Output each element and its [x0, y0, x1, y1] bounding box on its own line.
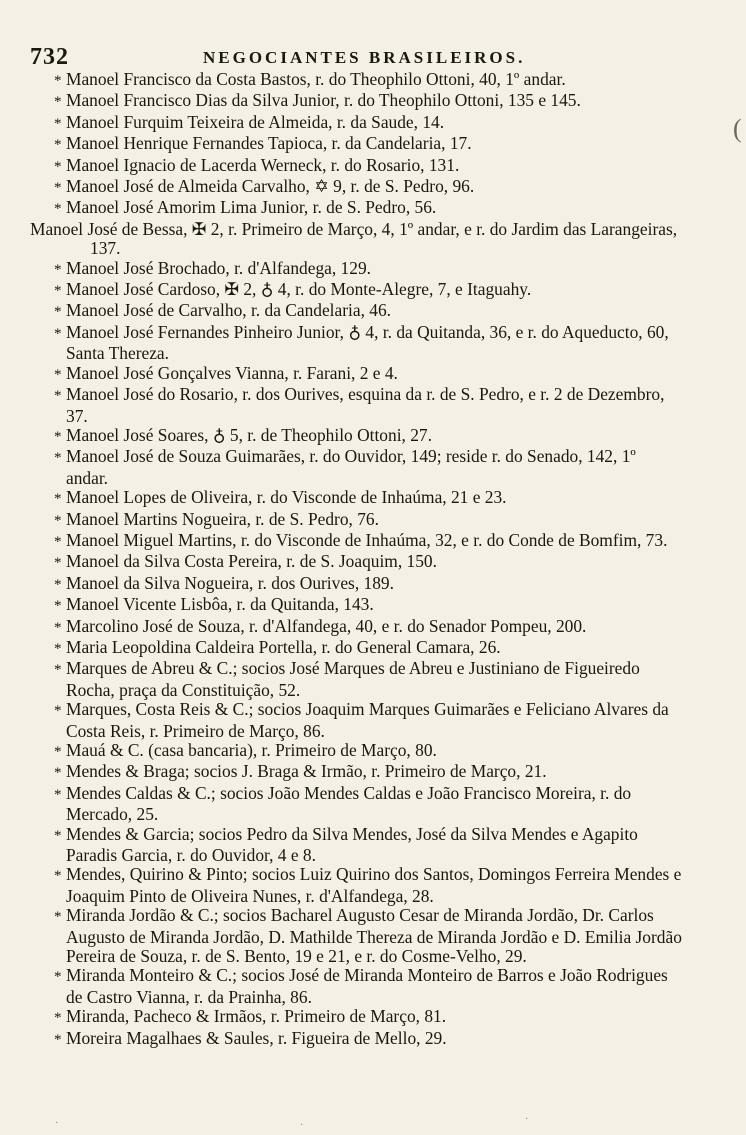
running-title: NEGOCIANTES BRASILEIROS. [203, 48, 526, 67]
directory-entry [30, 700, 682, 741]
directory-entry [30, 617, 682, 638]
asterisk-mark: * [54, 640, 62, 657]
asterisk-mark: * [54, 450, 62, 467]
asterisk-mark: * [54, 137, 62, 154]
entry-text: Manoel Francisco Dias da Silva Junior, r. do Theophilo Ottoni, 135 e 145. [66, 90, 581, 111]
entry-text: Manoel da Silva Costa Pereira, r. de S. Joaquim, 150. [66, 551, 437, 572]
entry-text: Miranda Jordão & C.; socios Bacharel Augusto Cesar de Miranda Jordão, Dr. Carlos Augusto de Miranda Jordão, D. Mathilde Thereza de Miranda Jordão e D. Emilia Jordão Pereira de Souza, r. de S. Bento, 19 e 21, e r. do Cosme-Velho, 29. [66, 905, 682, 967]
directory-entry [30, 70, 682, 91]
directory-entry [30, 323, 682, 364]
entry-text: Manoel Ignacio de Lacerda Werneck, r. do Rosario, 131. [66, 154, 460, 175]
asterisk-mark: * [54, 201, 62, 218]
directory-entry [30, 906, 682, 966]
asterisk-mark: * [54, 576, 62, 593]
entry-text: Manoel José de Almeida Carvalho, ✡ 9, r. de S. Pedro, 96. [66, 176, 475, 197]
entry-text: Mendes & Garcia; socios Pedro da Silva Mendes, José da Silva Mendes e Agapito Paradis Garcia, r. do Ouvidor, 4 e 8. [66, 823, 638, 866]
asterisk-mark: * [54, 786, 62, 803]
directory-entry [30, 574, 682, 595]
directory-entry [30, 220, 682, 259]
asterisk-mark: * [54, 827, 62, 844]
entry-text: Mendes, Quirino & Pinto; socios Luiz Quirino dos Santos, Domingos Ferreira Mendes e Joaquim Pinto de Oliveira Nunes, r. d'Alfandega, 28. [66, 864, 682, 906]
directory-entry [30, 113, 682, 134]
asterisk-mark: * [54, 491, 62, 508]
entry-text: Manoel Miguel Martins, r. do Visconde de Inhaúma, 32, e r. do Conde de Bomfim, 73. [66, 529, 668, 550]
directory-entry [30, 531, 682, 552]
entry-text: Manoel Vicente Lisbôa, r. da Quitanda, 143. [66, 594, 374, 615]
entry-text: Manoel José Amorim Lima Junior, r. de S. Pedro, 56. [66, 197, 437, 218]
entry-text: Manoel Martins Nogueira, r. de S. Pedro, 76. [66, 508, 379, 529]
entry-text: Manoel José de Carvalho, r. da Candelaria, 46. [66, 300, 392, 321]
entry-text: Manoel Lopes de Oliveira, r. do Visconde de Inhaúma, 21 e 23. [66, 487, 507, 508]
entry-text: Manoel Furquim Teixeira de Almeida, r. da Saude, 14. [66, 111, 445, 132]
directory-entry [30, 426, 682, 447]
asterisk-mark: * [54, 73, 62, 89]
directory-entry [30, 385, 682, 426]
entry-text: Maria Leopoldina Caldeira Portella, r. do General Camara, 26. [66, 636, 501, 657]
directory-entry [30, 91, 682, 112]
entry-text: Manoel da Silva Nogueira, r. dos Ourives, 189. [66, 572, 394, 593]
asterisk-mark: * [54, 512, 62, 529]
asterisk-mark: * [54, 555, 62, 572]
asterisk-mark: * [54, 1031, 62, 1048]
asterisk-mark: * [54, 619, 62, 636]
page-number: 732 [30, 44, 69, 70]
asterisk-mark: * [54, 366, 62, 383]
asterisk-mark: * [54, 533, 62, 550]
directory-entry [30, 134, 682, 155]
asterisk-mark: * [54, 1010, 62, 1027]
directory-entry [30, 510, 682, 531]
directory-entry [30, 638, 682, 659]
asterisk-mark: * [54, 180, 62, 197]
entry-text: Miranda Monteiro & C.; socios José de Miranda Monteiro de Barros e João Rodrigues de Castro Vianna, r. da Prainha, 86. [66, 965, 668, 1007]
asterisk-mark: * [54, 158, 62, 175]
entry-text: Manoel José Brochado, r. d'Alfandega, 129. [66, 257, 371, 278]
asterisk-mark: * [54, 868, 62, 885]
entry-text: Marcolino José de Souza, r. d'Alfandega, 40, e r. do Senador Pompeu, 200. [66, 615, 587, 636]
entry-text: Manoel José Soares, ♁ 5, r. de Theophilo Ottoni, 27. [66, 424, 432, 445]
entry-text: Manoel José Cardoso, ✠ 2, ♁ 4, r. do Monte-Alegre, 7, e Itaguahy. [66, 279, 532, 300]
asterisk-mark: * [54, 744, 62, 760]
directory-entry [30, 488, 682, 509]
asterisk-mark: * [54, 909, 62, 926]
directory-entry [30, 177, 682, 198]
entry-text: Mauá & C. (casa bancaria), r. Primeiro de Março, 80. [66, 740, 437, 760]
entry-text: Miranda, Pacheco & Irmãos, r. Primeiro de Março, 81. [66, 1006, 447, 1027]
entry-text: Moreira Magalhaes & Saules, r. Figueira de Mello, 29. [66, 1027, 447, 1048]
directory-entry [30, 741, 682, 762]
directory-entry [30, 595, 682, 616]
directory-entry [30, 784, 682, 825]
directory-entry [30, 156, 682, 177]
directory-entry [30, 1029, 682, 1050]
asterisk-mark: * [54, 765, 62, 782]
entry-text: Marques de Abreu & C.; socios José Marques de Abreu e Justiniano de Figueiredo Rocha, praça da Constituição, 52. [66, 658, 640, 700]
asterisk-mark: * [54, 283, 62, 300]
directory-entry [30, 1007, 682, 1028]
stray-mark: · [525, 1114, 529, 1125]
asterisk-mark: * [54, 388, 62, 405]
directory-entry [30, 659, 682, 700]
asterisk-mark: * [54, 115, 62, 132]
entry-text: Manoel José Gonçalves Vianna, r. Farani, 2 e 4. [66, 362, 398, 383]
directory-list [30, 70, 682, 1050]
directory-entry [30, 552, 682, 573]
directory-entry [30, 280, 682, 301]
entry-text: Manoel José de Souza Guimarães, r. do Ouvidor, 149; reside r. do Senado, 142, 1º andar. [66, 446, 636, 488]
asterisk-mark: * [54, 662, 62, 679]
stray-mark: · [300, 1120, 304, 1131]
entry-text: Manoel José de Bessa, ✠ 2, r. Primeiro de Março, 4, 1º andar, e r. do Jardim das Larangeiras, 137. [30, 218, 678, 259]
directory-entry [30, 301, 682, 322]
asterisk-mark: * [54, 969, 62, 986]
page-header [30, 44, 690, 70]
asterisk-mark: * [54, 703, 62, 720]
asterisk-mark: * [54, 261, 62, 278]
directory-entry [30, 762, 682, 783]
entry-text: Manoel José Fernandes Pinheiro Junior, ♁ 4, r. da Quitanda, 36, e r. do Aqueducto, 60, Santa Thereza. [66, 321, 669, 364]
entry-text: Mendes Caldas & C.; socios João Mendes Caldas e João Francisco Moreira, r. do Mercado, 25. [66, 782, 632, 825]
asterisk-mark: * [54, 325, 62, 342]
asterisk-mark: * [54, 304, 62, 321]
asterisk-mark: * [54, 94, 62, 111]
entry-text: Manoel Francisco da Costa Bastos, r. do Theophilo Ottoni, 40, 1º andar. [66, 69, 566, 89]
directory-entry [30, 364, 682, 385]
entry-text: Marques, Costa Reis & C.; socios Joaquim Marques Guimarães e Feliciano Alvares da Costa Reis, r. Primeiro de Março, 86. [66, 699, 669, 741]
directory-entry [30, 259, 682, 280]
directory-entry [30, 198, 682, 219]
asterisk-mark: * [54, 428, 62, 445]
entry-text: Manoel Henrique Fernandes Tapioca, r. da Candelaria, 17. [66, 133, 472, 154]
stray-mark: · [55, 1118, 59, 1129]
directory-entry [30, 825, 682, 866]
asterisk-mark: * [54, 598, 62, 615]
entry-text: Mendes & Braga; socios J. Braga & Irmão, r. Primeiro de Março, 21. [66, 761, 547, 782]
directory-entry [30, 966, 682, 1007]
entry-text: Manoel José do Rosario, r. dos Ourives, esquina da r. de S. Pedro, e r. 2 de Dezembro, 37. [66, 384, 665, 426]
margin-bracket: ( [733, 114, 742, 143]
directory-entry [30, 865, 682, 906]
directory-entry [30, 447, 682, 488]
